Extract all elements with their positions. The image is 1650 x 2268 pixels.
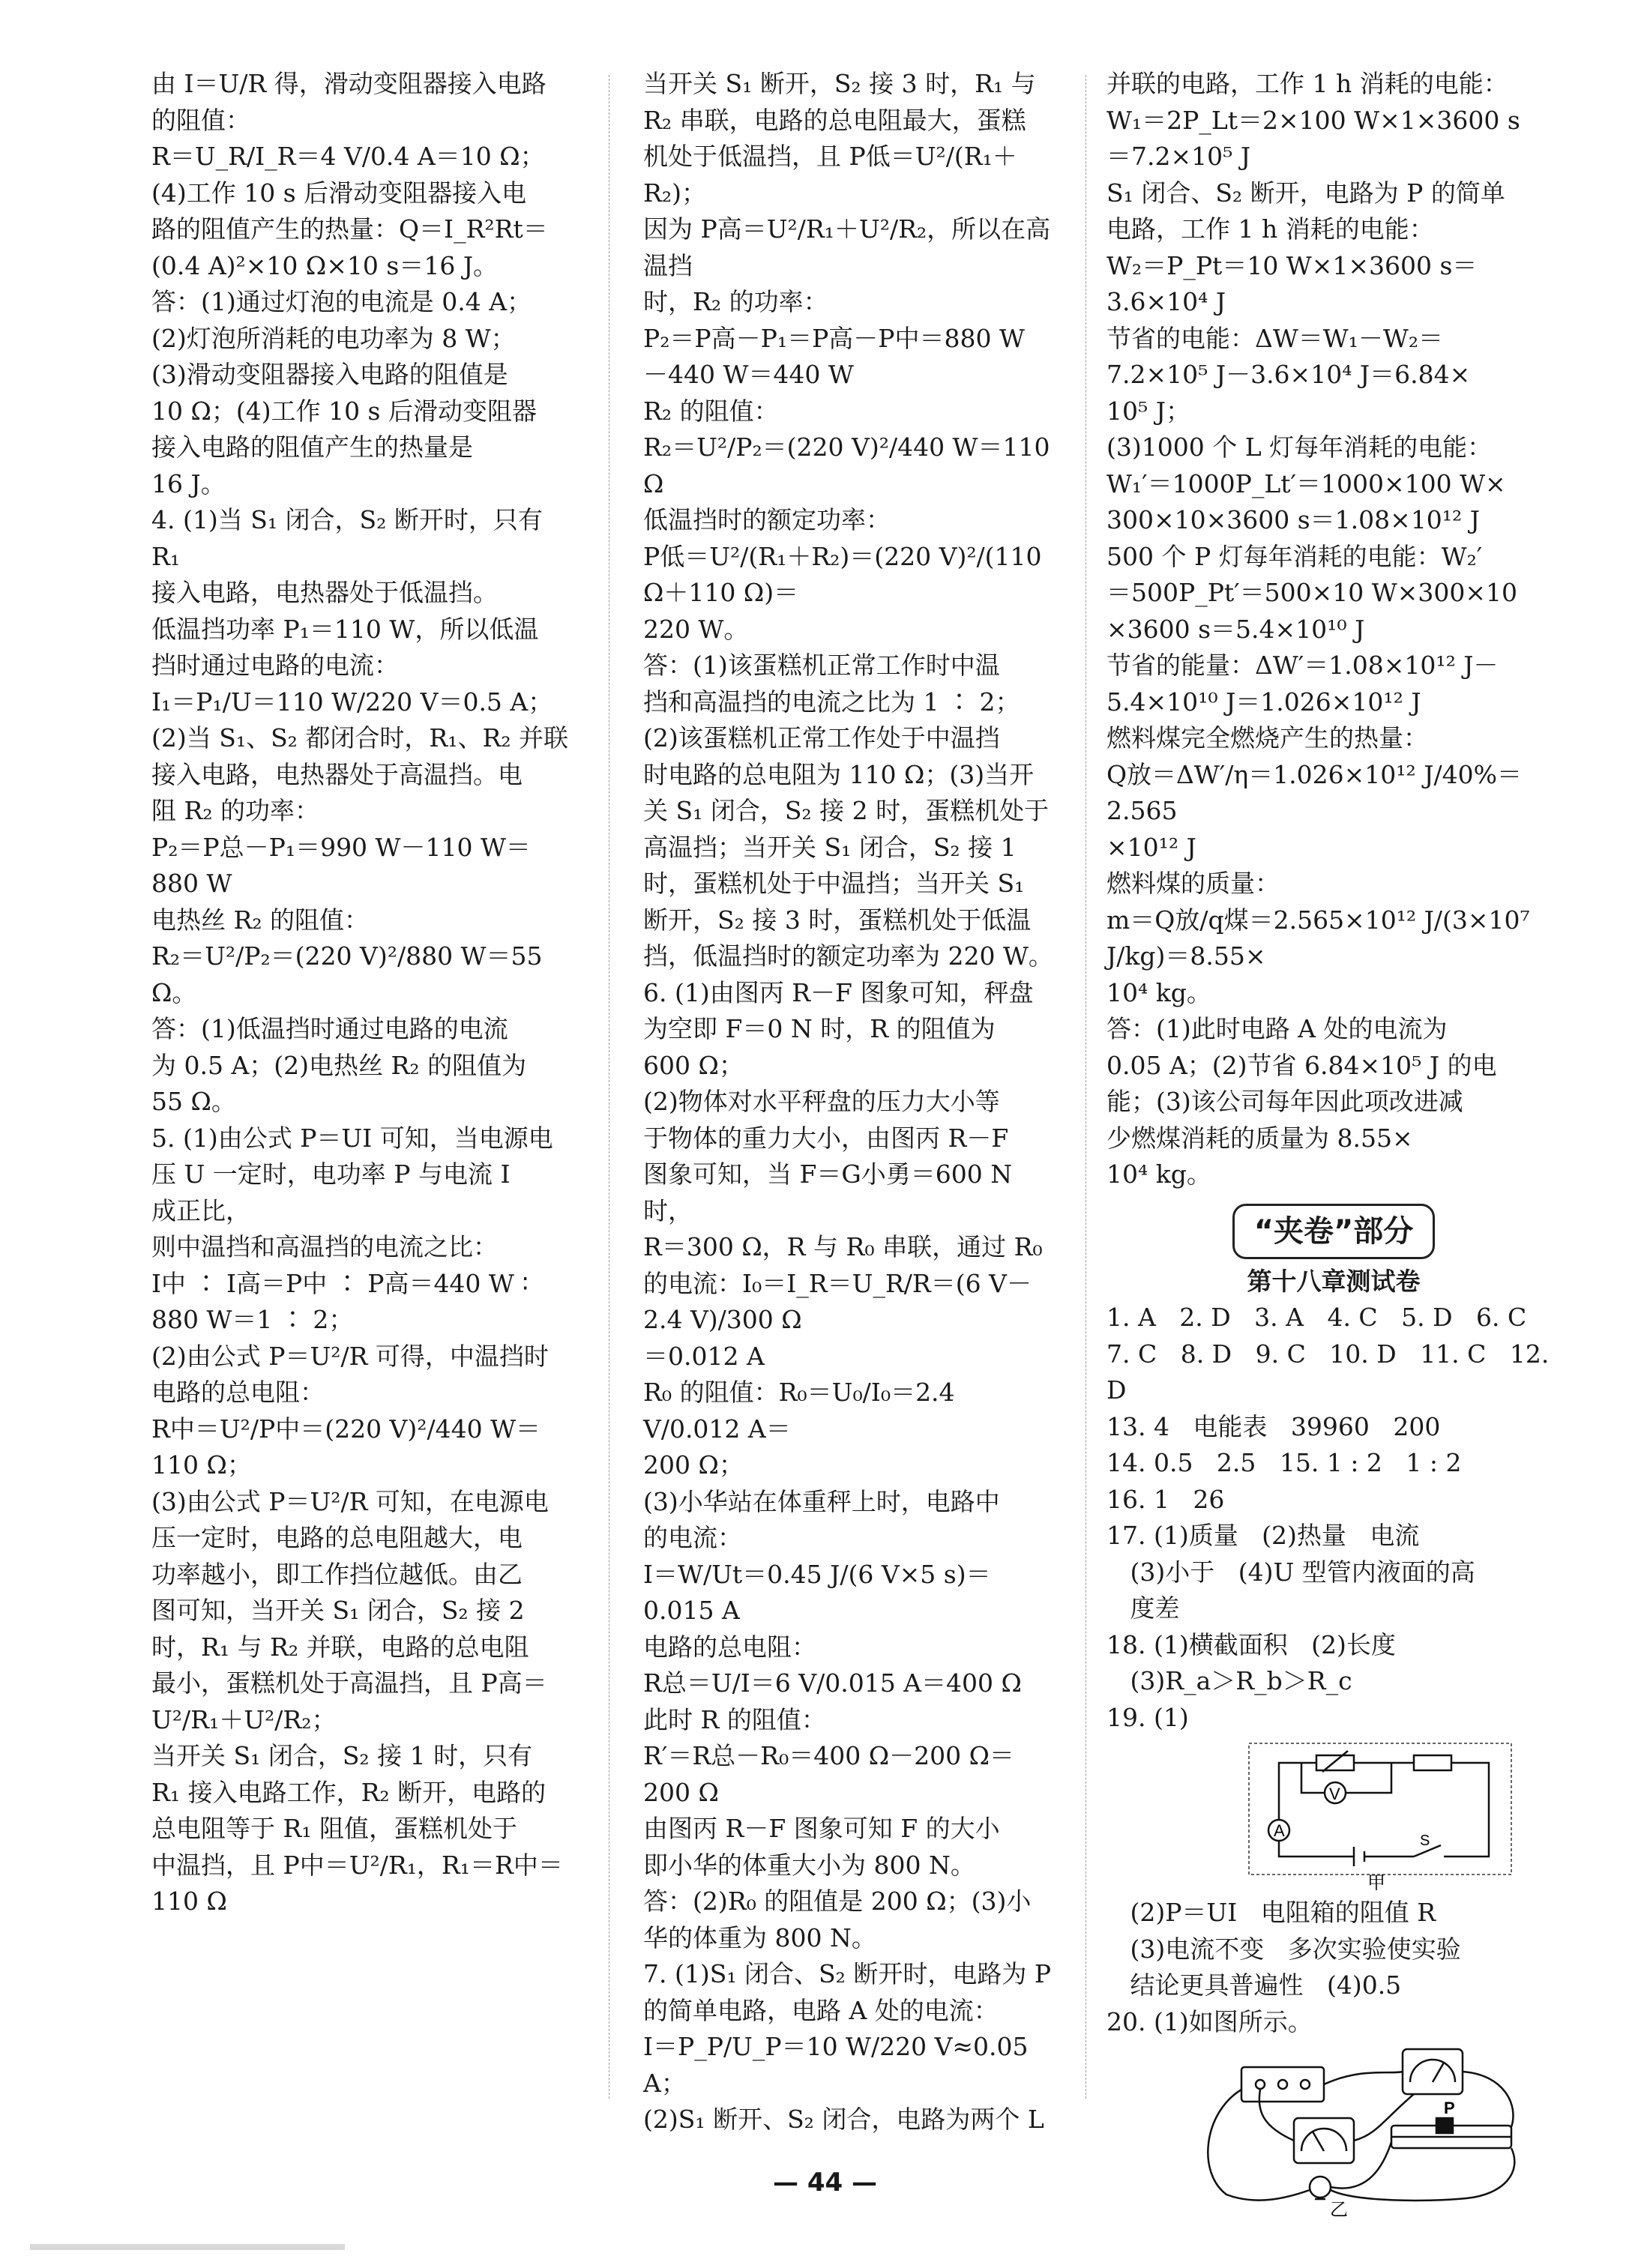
- power-supply: [1241, 2067, 1324, 2102]
- text-line: 于物体的重力大小，由图丙 R－F: [643, 1123, 1009, 1153]
- text-line: (2)P＝UI 电阻箱的阻值 R: [1106, 1898, 1436, 1927]
- text-line: R₀ 的阻值：R₀＝U₀/I₀＝2.4 V/0.012 A＝: [643, 1378, 963, 1444]
- text-line: 挡和高温挡的电流之比为 1 ∶ 2；: [643, 687, 1020, 717]
- text-line: (3)电流不变 多次实验使实验: [1106, 1934, 1461, 1964]
- text-line: 燃料煤完全燃烧产生的热量：: [1106, 723, 1428, 753]
- text-line: (2)当 S₁、S₂ 都闭合时，R₁、R₂ 并联: [151, 723, 569, 753]
- text-line: 燃料煤的质量：: [1106, 869, 1280, 898]
- text-line: 时，蛋糕机处于中温挡；当开关 S₁: [643, 869, 1025, 898]
- section-banner-wrap: [1106, 1204, 1561, 1259]
- text-line: 即小华的体重大小为 800 N。: [643, 1850, 975, 1880]
- text-line: 压 U 一定时，电功率 P 与电流 I: [151, 1159, 511, 1189]
- text-line: 19. (1): [1106, 1702, 1189, 1732]
- text-line: 10⁵ J；: [1106, 396, 1190, 426]
- text-line: 1. A 2. D 3. A 4. C 5. D 6. C: [1106, 1303, 1527, 1332]
- text-line: 高温挡；当开关 S₁ 闭合，S₂ 接 1: [643, 832, 1017, 862]
- text-line: 10⁴ kg。: [1106, 1159, 1211, 1189]
- text-line: (2)由公式 P＝U²/R 可得，中温挡时: [151, 1341, 549, 1371]
- text-line: 7.2×10⁵ J－3.6×10⁴ J＝6.84×: [1106, 360, 1471, 389]
- text-line: 为 0.5 A；(2)电热丝 R₂ 的阻值为: [151, 1050, 527, 1080]
- text-line: ×10¹² J: [1106, 832, 1196, 862]
- section-banner: “夹卷”部分: [1232, 1204, 1436, 1259]
- text-line: 16. 1 26: [1106, 1484, 1225, 1514]
- text-line: 200 Ω；: [643, 1450, 744, 1480]
- text-line: 17. (1)质量 (2)热量 电流: [1106, 1521, 1420, 1550]
- text-line: 节省的电能：ΔW＝W₁－W₂＝: [1106, 323, 1444, 353]
- text-line: 挡，低温挡时的额定功率为 220 W。: [643, 941, 1053, 971]
- text-line: R总＝U/I＝6 V/0.015 A＝400 Ω: [643, 1668, 1022, 1698]
- text-line: 节省的能量：ΔW′＝1.08×10¹² J－: [1106, 651, 1499, 680]
- text-line: R＝U_R/I_R＝4 V/0.4 A＝10 Ω；: [151, 142, 545, 171]
- text-line: 当开关 S₁ 断开，S₂ 接 3 时，R₁ 与: [643, 69, 1036, 98]
- slider-label: P: [1444, 2099, 1455, 2117]
- text-line: 电热丝 R₂ 的阻值：: [151, 905, 370, 935]
- text-line: 13. 4 电能表 39960 200: [1106, 1411, 1441, 1441]
- text-line: P₂＝P总－P₁＝990 W－110 W＝: [151, 832, 531, 862]
- ammeter-label: A: [1274, 1821, 1285, 1840]
- text-line: 答：(1)低温挡时通过电路的电流: [151, 1014, 508, 1043]
- text-line: 880 W＝1 ∶ 2；: [151, 1305, 354, 1334]
- text-line: I＝W/Ut＝0.45 J/(6 V×5 s)＝0.015 A: [643, 1559, 991, 1625]
- text-line: 图象可知，当 F＝G小勇＝600 N 时，: [643, 1159, 1020, 1225]
- text-line: 成正比，: [151, 1195, 250, 1225]
- text-line: 的电流：I₀＝I_R＝U_R/R＝(6 V－2.4 V)/300 Ω: [643, 1268, 1032, 1334]
- text-line: 500 个 P 灯每年消耗的电能：W₂′: [1106, 541, 1483, 571]
- text-line: 低温挡时的额定功率：: [643, 505, 891, 534]
- text-line: (2)物体对水平秤盘的压力大小等: [643, 1087, 1000, 1116]
- text-line: 压一定时，电路的总电阻越大，电: [151, 1523, 523, 1552]
- switch-label: S: [1420, 1833, 1430, 1849]
- text-line: 断开，S₂ 接 3 时，蛋糕机处于低温: [643, 905, 1032, 935]
- text-line: R₂＝U²/P₂＝(220 V)²/440 W＝110 Ω: [643, 432, 1058, 498]
- circuit-diagram: [1114, 1740, 1564, 1890]
- text-line: P₂＝P高－P₁＝P高－P中＝880 W: [643, 323, 1025, 353]
- text-line: 110 Ω: [151, 1887, 227, 1916]
- text-line: 300×10×3600 s＝1.08×10¹² J: [1106, 505, 1480, 534]
- text-line: (4)工作 10 s 后滑动变阻器接入电: [151, 178, 527, 208]
- answer-list-continued: [1106, 1895, 1561, 2040]
- text-line: 少燃煤消耗的质量为 8.55×: [1106, 1123, 1413, 1153]
- text-line: R′＝R总－R₀＝400 Ω－200 Ω＝: [643, 1741, 1014, 1770]
- text-line: 14. 0.5 2.5 15. 1 : 2 1 : 2: [1106, 1448, 1462, 1477]
- text-line: 挡时通过电路的电流：: [151, 651, 399, 680]
- text-line: 中温挡，且 P中＝U²/R₁，R₁＝R中＝: [151, 1850, 563, 1880]
- text-line: 3.6×10⁴ J: [1106, 287, 1226, 316]
- text-line: ＝7.2×10⁵ J: [1106, 142, 1251, 171]
- text-line: 10⁴ kg。: [1106, 977, 1211, 1007]
- text-line: 最小，蛋糕机处于高温挡，且 P高＝: [151, 1668, 547, 1698]
- text-line: Q放＝ΔW′/η＝1.026×10¹² J/40%＝2.565: [1106, 759, 1522, 825]
- resistor: [1414, 1755, 1451, 1770]
- text-line: P低＝U²/(R₁＋R₂)＝(220 V)²/(110 Ω＋110 Ω)＝: [643, 541, 1050, 607]
- text-line: W₁＝2P_Lt＝2×100 W×1×3600 s: [1106, 105, 1520, 135]
- text-line: (3)由公式 P＝U²/R 可知，在电源电: [151, 1486, 549, 1516]
- text-line: 电路的总电阻：: [643, 1632, 816, 1662]
- text-line: 220 W。: [643, 614, 749, 644]
- text-line: 阻 R₂ 的功率：: [151, 796, 320, 825]
- text-line: 由 I＝U/R 得，滑动变阻器接入电路: [151, 69, 547, 98]
- text-line: (3)小于 (4)U 型管内液面的高: [1106, 1557, 1475, 1587]
- text-line: 此时 R 的阻值：: [643, 1704, 826, 1734]
- text-line: 0.05 A；(2)节省 6.84×10⁵ J 的电: [1106, 1050, 1497, 1080]
- column-middle: [643, 66, 1059, 2138]
- text-line: m＝Q放/q煤＝2.565×10¹² J/(3×10⁷ J/kg)＝8.55×: [1106, 905, 1538, 971]
- text-line: 总电阻等于 R₁ 阻值，蛋糕机处于: [151, 1814, 518, 1843]
- text-line: 的电流：: [643, 1523, 742, 1552]
- text-line: 答：(1)该蛋糕机正常工作时中温: [643, 651, 1000, 680]
- text-line: －440 W＝440 W: [643, 360, 854, 389]
- answer-list: [1106, 1300, 1561, 1736]
- text-line: 7. C 8. D 9. C 10. D 11. C 12. D: [1106, 1339, 1557, 1405]
- rheostat-slider: [1436, 2118, 1453, 2133]
- text-line: W₁′＝1000P_Lt′＝1000×100 W×: [1106, 468, 1506, 498]
- resistor-box: [1316, 1755, 1354, 1770]
- text-line: 16 J。: [151, 468, 226, 498]
- text-line: 电路的总电阻：: [151, 1378, 325, 1407]
- text-line: 接入电路的阻值产生的热量是: [151, 432, 473, 462]
- text-line: 由图丙 R－F 图象可知 F 的大小: [643, 1814, 1000, 1843]
- text-line: 接入电路，电热器处于高温挡。电: [151, 759, 523, 789]
- text-line: I＝P_P/U_P＝10 W/220 V≈0.05 A；: [643, 2032, 1037, 2098]
- text-line: I中 ∶ I高＝P中 ∶ P高＝440 W ∶: [151, 1268, 529, 1298]
- text-line: 结论更具普遍性 (4)0.5: [1106, 1970, 1402, 2000]
- text-line: 7. (1)S₁ 闭合、S₂ 断开时，电路为 P: [643, 1959, 1052, 1988]
- text-line: 600 Ω；: [643, 1050, 744, 1080]
- voltmeter-label: V: [1329, 1785, 1340, 1803]
- text-line: 度差: [1106, 1593, 1180, 1623]
- text-line: R₂ 串联，电路的总电阻最大，蛋糕: [643, 105, 1026, 135]
- test-title: 第十八章测试卷: [1247, 1266, 1421, 1296]
- text-line: 图可知，当开关 S₁ 闭合，S₂ 接 2: [151, 1596, 525, 1625]
- text-line: ×3600 s＝5.4×10¹⁰ J: [1106, 614, 1365, 644]
- text-line: 答：(1)通过灯泡的电流是 0.4 A；: [151, 287, 532, 316]
- text-line: R₁ 接入电路工作，R₂ 断开，电路的: [151, 1777, 547, 1807]
- text-line: R＝300 Ω，R 与 R₀ 串联，通过 R₀: [643, 1232, 1043, 1261]
- text-line: 低温挡功率 P₁＝110 W，所以低温: [151, 614, 539, 644]
- figure-label: 乙: [1330, 2199, 1348, 2217]
- text-line: 为空即 F＝0 N 时，R 的阻值为: [643, 1014, 996, 1043]
- text-line: W₂＝P_Pt＝10 W×1×3600 s＝: [1106, 250, 1478, 280]
- text-line: 的阻值：: [151, 105, 250, 135]
- text-line: I₁＝P₁/U＝110 W/220 V＝0.5 A；: [151, 687, 553, 717]
- text-line: (2)S₁ 断开、S₂ 闭合，电路为两个 L: [643, 2105, 1044, 2134]
- text-line: 则中温挡和高温挡的电流之比：: [151, 1232, 498, 1261]
- text-line: (3)R_a＞R_b＞R_c: [1106, 1666, 1352, 1695]
- text-line: 4. (1)当 S₁ 闭合，S₂ 断开时，只有 R₁: [151, 505, 551, 571]
- text-line: R中＝U²/P中＝(220 V)²/440 W＝110 Ω；: [151, 1414, 541, 1480]
- text-line: 华的体重为 800 N。: [643, 1922, 876, 1952]
- solution-text: [1106, 66, 1561, 1193]
- text-line: 答：(2)R₀ 的阻值是 200 Ω；(3)小: [643, 1887, 1032, 1916]
- text-line: 5. (1)由公式 P＝UI 可知，当电源电: [151, 1123, 553, 1153]
- text-line: 电路，工作 1 h 消耗的电能：: [1106, 214, 1434, 244]
- text-line: 路的阻值产生的热量：Q＝I_R²Rt＝: [151, 214, 548, 244]
- text-line: (2)该蛋糕机正常工作处于中温挡: [643, 723, 1000, 753]
- text-line: U²/R₁＋U²/R₂；: [151, 1704, 337, 1734]
- text-line: 并联的电路，工作 1 h 消耗的电能：: [1106, 69, 1508, 98]
- text-line: 机处于低温挡，且 P低＝U²/(R₁＋R₂)；: [643, 142, 1017, 208]
- figure-label: 甲: [1367, 1872, 1385, 1890]
- text-line: 时，R₂ 的功率：: [643, 287, 828, 316]
- footer-bar: [30, 2244, 345, 2250]
- text-line: (3)1000 个 L 灯每年消耗的电能：: [1106, 432, 1493, 462]
- text-line: ＝500P_Pt′＝500×10 W×300×10: [1106, 578, 1517, 607]
- text-line: R₂＝U²/P₂＝(220 V)²/880 W＝55 Ω。: [151, 941, 550, 1007]
- text-line: 20. (1)如图所示。: [1106, 2006, 1313, 2036]
- text-line: 55 Ω。: [151, 1087, 236, 1116]
- text-line: (3)小华站在体重秤上时，电路中: [643, 1486, 1000, 1516]
- text-line: 10 Ω；(4)工作 10 s 后滑动变阻器: [151, 396, 537, 426]
- text-line: 当开关 S₁ 闭合，S₂ 接 1 时，只有: [151, 1741, 533, 1770]
- text-line: 200 Ω: [643, 1777, 719, 1807]
- text-line: R₂ 的阻值：: [643, 396, 779, 426]
- text-line: S₁ 闭合、S₂ 断开，电路为 P 的简单: [1106, 178, 1505, 208]
- text-line: 接入电路，电热器处于低温挡。: [151, 578, 498, 607]
- text-line: 880 W: [151, 869, 232, 898]
- text-line: (3)滑动变阻器接入电路的阻值是: [151, 360, 508, 389]
- text-line: 6. (1)由图丙 R－F 图象可知，秤盘: [643, 977, 1034, 1007]
- text-line: 答：(1)此时电路 A 处的电流为: [1106, 1014, 1448, 1043]
- text-line: 时电路的总电阻为 110 Ω；(3)当开: [643, 759, 1035, 789]
- text-line: 能；(3)该公司每年因此项改进减: [1106, 1087, 1463, 1116]
- text-line: 功率越小，即工作挡位越低。由乙: [151, 1559, 523, 1589]
- text-line: 18. (1)横截面积 (2)长度: [1106, 1629, 1396, 1659]
- page-number: — 44 —: [773, 2168, 877, 2198]
- text-line: 的简单电路，电路 A 处的电流：: [643, 1995, 999, 2025]
- text-line: ＝0.012 A: [643, 1341, 765, 1371]
- text-line: 关 S₁ 闭合，S₂ 接 2 时，蛋糕机处于: [643, 796, 1050, 825]
- column-left: [151, 66, 576, 1920]
- text-line: 因为 P高＝U²/R₁＋U²/R₂，所以在高温挡: [643, 214, 1051, 280]
- text-line: 时，R₁ 与 R₂ 并联，电路的总电阻: [151, 1632, 529, 1662]
- text-line: (2)灯泡所消耗的电功率为 8 W；: [151, 323, 516, 353]
- text-line: 5.4×10¹⁰ J＝1.026×10¹² J: [1106, 687, 1421, 717]
- text-line: (0.4 A)²×10 Ω×10 s＝16 J。: [151, 250, 499, 280]
- column-right: [1106, 66, 1561, 2222]
